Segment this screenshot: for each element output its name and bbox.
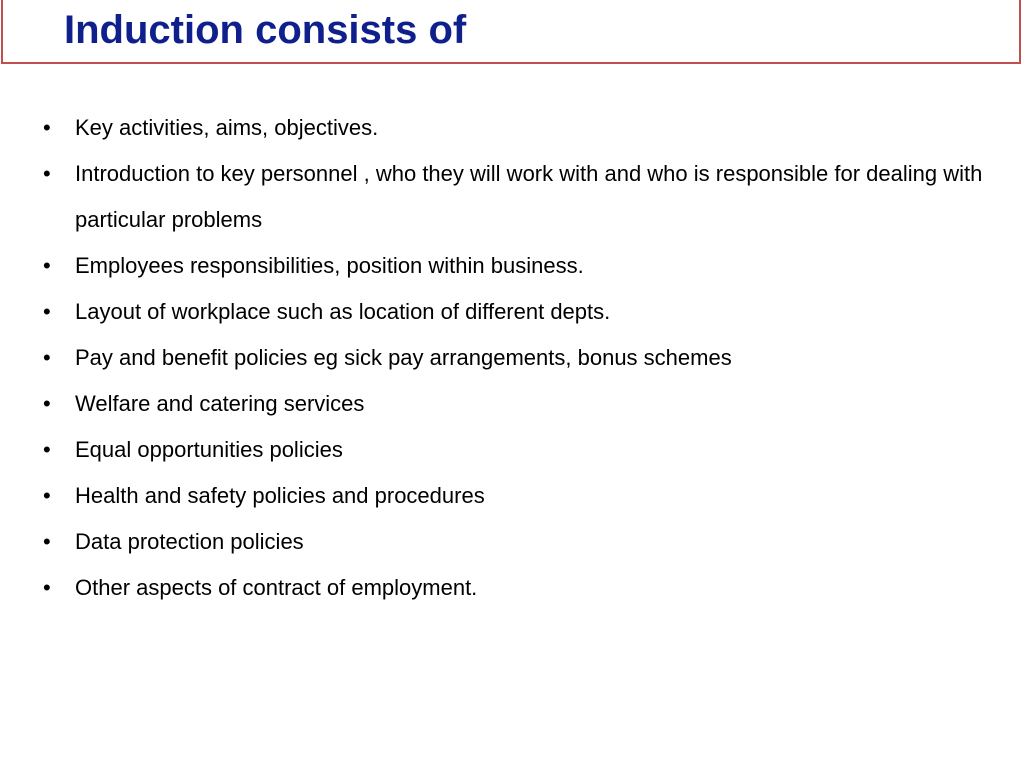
- bullet-dot-icon: •: [43, 437, 51, 462]
- bullet-dot-icon: •: [43, 161, 51, 186]
- bullet-dot-icon: •: [43, 391, 51, 416]
- bullet-text: Key activities, aims, objectives.: [75, 115, 379, 140]
- bullet-item: [0, 105, 1024, 151]
- bullet-item: [0, 519, 1024, 565]
- bullet-item: [0, 335, 1024, 381]
- bullet-item: [0, 381, 1024, 427]
- bullet-dot-icon: •: [43, 529, 51, 554]
- bullet-item: [0, 243, 1024, 289]
- bullet-text: Equal opportunities policies: [75, 437, 343, 462]
- bullet-list: [0, 105, 1024, 611]
- bullet-text: Introduction to key personnel , who they will work with and who is responsible for dealing with particular problems: [75, 161, 983, 232]
- bullet-text: Layout of workplace such as location of different depts.: [75, 299, 611, 324]
- bullet-dot-icon: •: [43, 483, 51, 508]
- bullet-item: [0, 289, 1024, 335]
- bullet-text: Pay and benefit policies eg sick pay arrangements, bonus schemes: [75, 345, 732, 370]
- bullet-dot-icon: •: [43, 345, 51, 370]
- bullet-text: Welfare and catering services: [75, 391, 365, 416]
- bullet-dot-icon: •: [43, 253, 51, 278]
- bullet-dot-icon: •: [43, 115, 51, 140]
- title-box: [1, 0, 1021, 64]
- bullet-item: [0, 427, 1024, 473]
- bullet-item: [0, 473, 1024, 519]
- bullet-item: [0, 565, 1024, 611]
- bullet-text: Health and safety policies and procedures: [75, 483, 485, 508]
- slide-title: Induction consists of: [64, 8, 467, 52]
- bullet-text: Data protection policies: [75, 529, 304, 554]
- bullet-item: [0, 151, 1024, 243]
- bullet-text: Other aspects of contract of employment.: [75, 575, 478, 600]
- bullet-dot-icon: •: [43, 299, 51, 324]
- bullet-dot-icon: •: [43, 575, 51, 600]
- bullet-text: Employees responsibilities, position within business.: [75, 253, 584, 278]
